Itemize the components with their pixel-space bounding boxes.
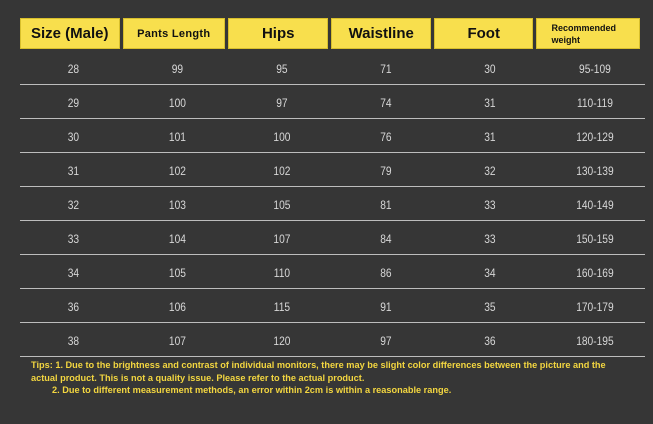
cell-weight: 95-109 [579,61,611,76]
table-row [20,121,645,153]
cell-pants-length: 99 [171,61,183,76]
cell-waistline: 79 [379,163,392,178]
table-row [20,325,645,357]
cell-foot: 32 [484,163,496,178]
header-waistline: Waistline [331,18,431,49]
cell-size: 28 [67,61,80,76]
cell-weight: 160-169 [576,265,614,280]
header-hips: Hips [228,18,328,49]
cell-size: 30 [67,129,80,144]
size-chart-header [20,18,640,49]
cell-hips: 95 [275,61,288,76]
table-row [20,291,645,323]
cell-foot: 31 [484,95,496,110]
cell-waistline: 76 [379,129,392,144]
cell-size: 31 [67,163,80,178]
header-foot: Foot [434,18,534,49]
cell-weight: 120-129 [576,129,614,144]
cell-pants-length: 106 [168,299,186,314]
cell-hips: 110 [273,265,290,280]
cell-foot: 30 [484,61,496,76]
cell-waistline: 86 [379,265,392,280]
cell-size: 34 [67,265,80,280]
cell-size: 36 [67,299,80,314]
cell-hips: 115 [273,299,290,314]
cell-pants-length: 101 [168,129,186,144]
cell-hips: 120 [273,333,291,348]
cell-hips: 107 [273,231,291,246]
cell-waistline: 71 [379,61,392,76]
cell-weight: 170-179 [576,299,614,314]
cell-waistline: 81 [379,197,392,212]
cell-weight: 130-139 [576,163,614,178]
header-pants-length: Pants Length [123,18,225,49]
cell-waistline: 97 [379,333,392,348]
table-row [20,189,645,221]
cell-foot: 33 [484,231,496,246]
cell-pants-length: 100 [168,95,186,110]
cell-weight: 140-149 [576,197,614,212]
cell-pants-length: 102 [168,163,186,178]
cell-weight: 180-195 [576,333,614,348]
cell-size: 32 [67,197,80,212]
table-row [20,87,645,119]
cell-pants-length: 104 [168,231,186,246]
size-chart-table [20,53,645,359]
cell-pants-length: 107 [168,333,186,348]
cell-hips: 100 [273,129,291,144]
cell-weight: 150-159 [576,231,614,246]
table-row [20,53,645,85]
cell-waistline: 74 [379,95,392,110]
header-size: Size (Male) [20,18,120,49]
cell-size: 29 [67,95,80,110]
cell-foot: 31 [484,129,496,144]
cell-pants-length: 105 [168,265,186,280]
cell-foot: 36 [484,333,496,348]
table-row [20,223,645,255]
cell-pants-length: 103 [168,197,186,212]
cell-size: 38 [67,333,80,348]
cell-hips: 105 [273,197,291,212]
cell-size: 33 [67,231,80,246]
cell-weight: 110-119 [577,95,614,110]
cell-hips: 102 [273,163,291,178]
cell-waistline: 91 [379,299,392,314]
header-recommended-weight: Recommended weight [536,18,640,49]
cell-foot: 34 [484,265,496,280]
cell-foot: 33 [484,197,496,212]
cell-foot: 35 [484,299,496,314]
tips-note [31,359,631,397]
cell-waistline: 84 [379,231,392,246]
table-row [20,155,645,187]
cell-hips: 97 [275,95,288,110]
table-row [20,257,645,289]
tips-line-1: Tips: 1. Due to the brightness and contrast of individual monitors, there may be slight color differences between the picture and the actual product. This is not a quality issue. Please refer to the actual product. [31,360,606,383]
tips-line-2: 2. Due to different measurement methods, an error within 2cm is within a reasonable range. [52,385,452,395]
